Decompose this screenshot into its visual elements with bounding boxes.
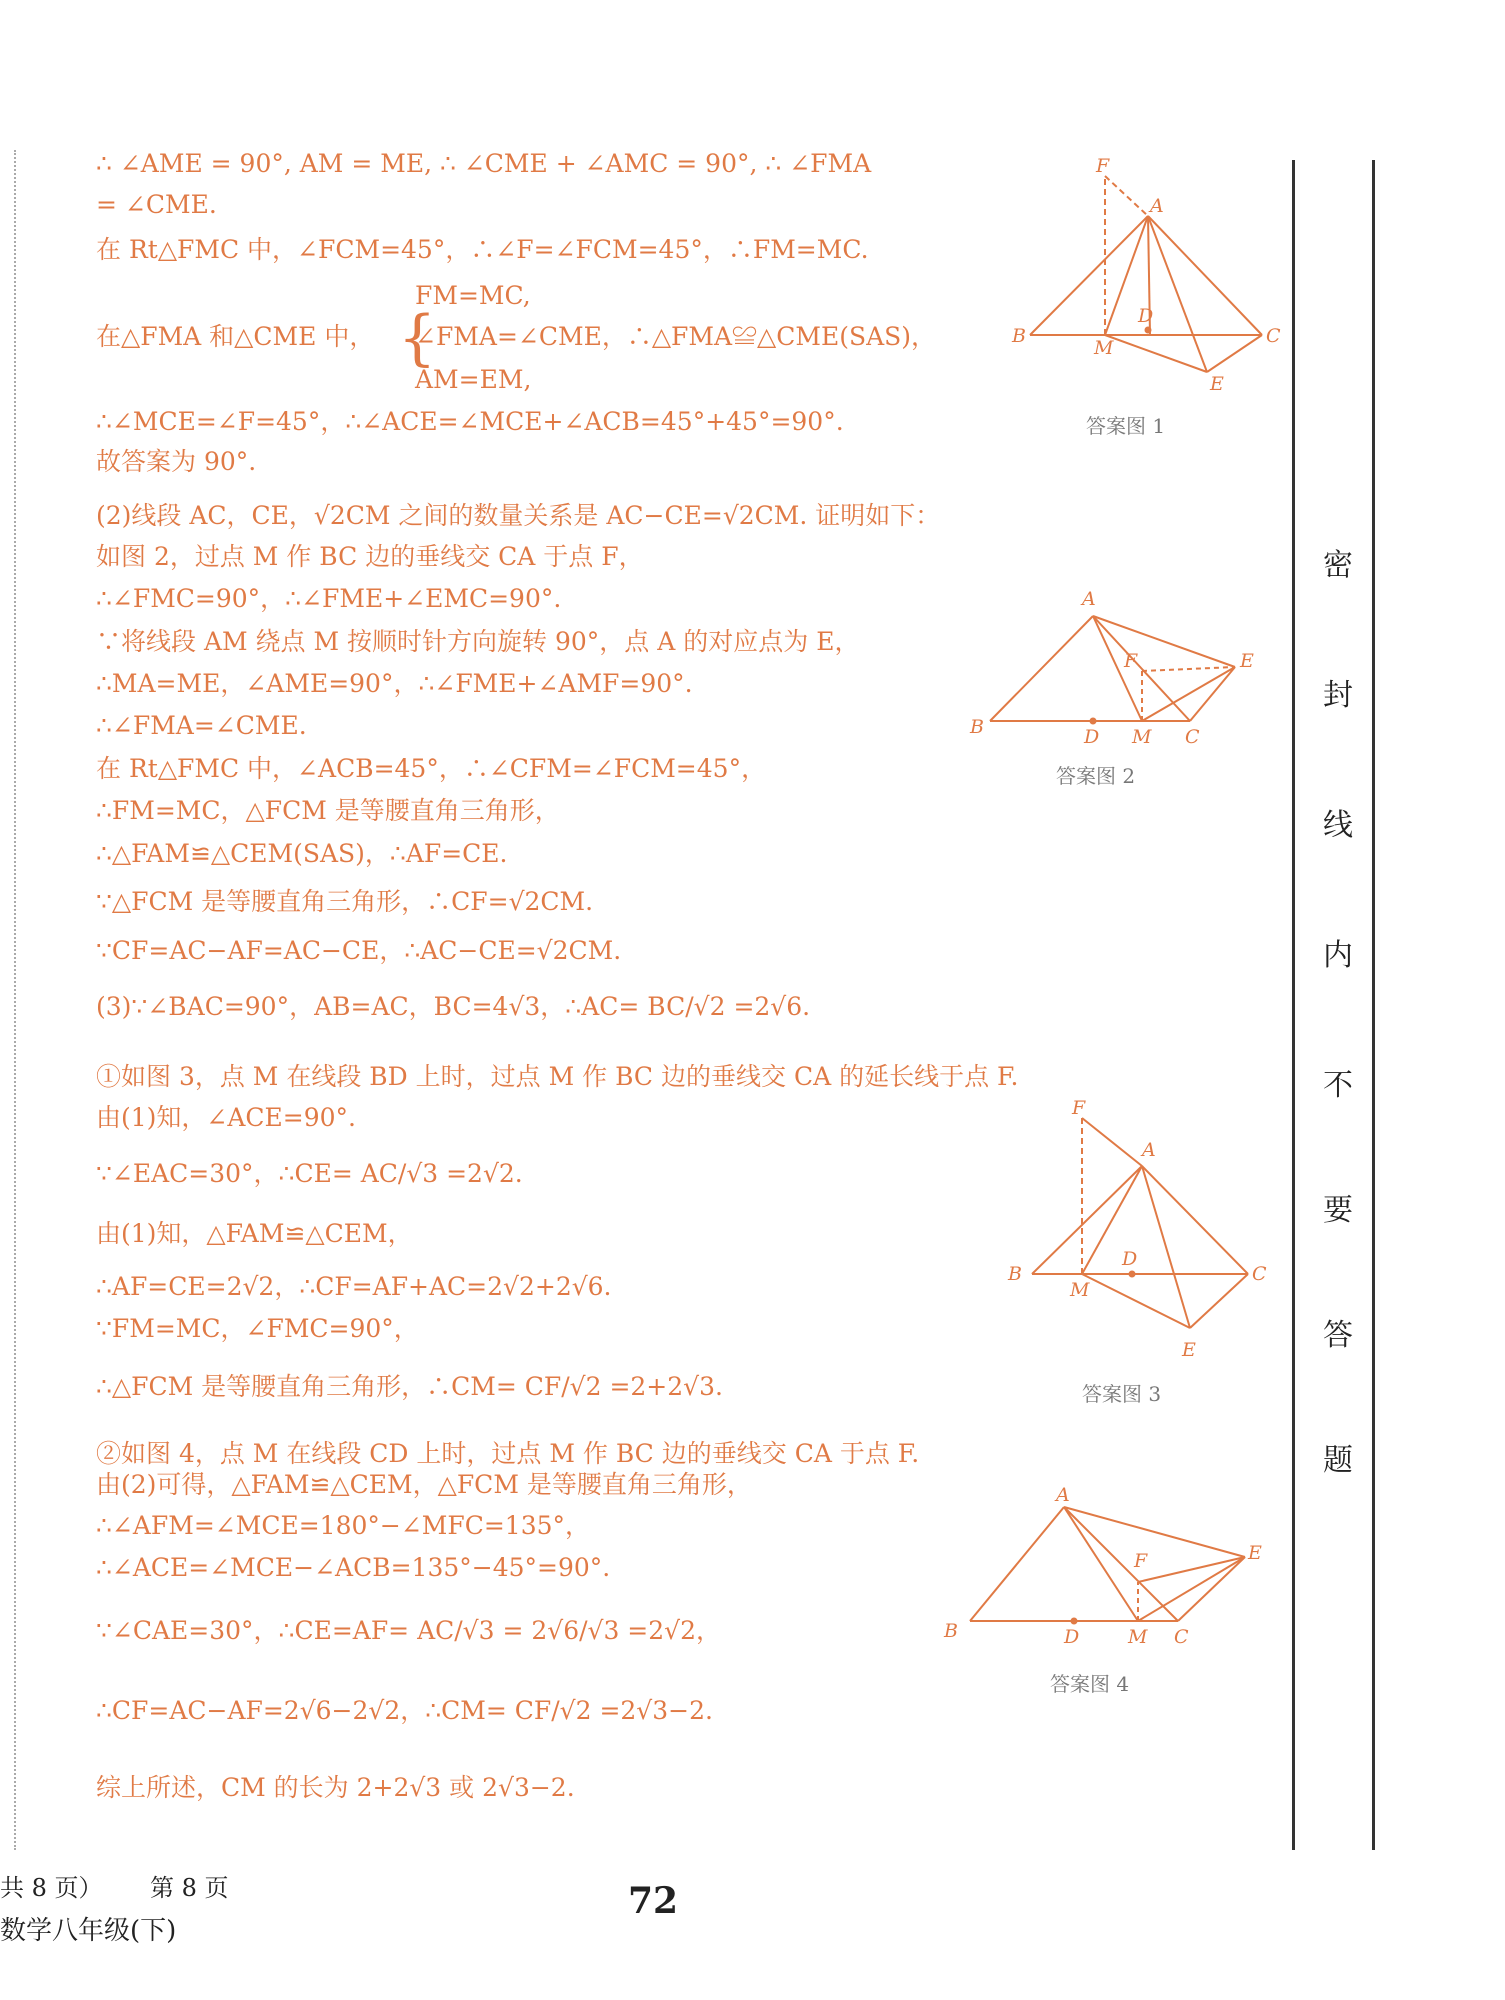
label-C: C [1252, 1263, 1267, 1285]
seal-char: 封 [1323, 678, 1353, 713]
label-E: E [1210, 373, 1224, 395]
label-E: E [1240, 650, 1254, 672]
solution-line: ∴CF=AC−AF=2√6−2√2，∴CM= CF/√2 =2√3−2. [96, 1696, 713, 1725]
label-C: C [1174, 1626, 1189, 1648]
label-F: F [1096, 155, 1110, 177]
solution-line: ∵将线段 AM 绕点 M 按顺时针方向旋转 90°，点 A 的对应点为 E， [96, 627, 860, 656]
seal-char: 题 [1323, 1443, 1353, 1478]
seal-char: 内 [1323, 938, 1353, 973]
solution-line: FM=MC, [415, 281, 531, 310]
solution-line: 由(2)可得，△FAM≌△CEM，△FCM 是等腰直角三角形， [96, 1470, 752, 1499]
label-B: B [1008, 1263, 1022, 1285]
label-A: A [1082, 588, 1096, 610]
solution-line: ∵∠EAC=30°，∴CE= AC/√3 =2√2. [96, 1159, 523, 1188]
label-D: D [1064, 1626, 1080, 1648]
solution-line: ∴△FCM 是等腰直角三角形，∴CM= CF/√2 =2+2√3. [96, 1372, 723, 1401]
solution-line: ∴△FAM≌△CEM(SAS)，∴AF=CE. [96, 839, 508, 868]
solution-line: 如图 2，过点 M 作 BC 边的垂线交 CA 于点 F， [96, 542, 644, 571]
label-F: F [1072, 1100, 1086, 1119]
solution-line: ①如图 3，点 M 在线段 BD 上时，过点 M 作 BC 边的垂线交 CA 的延长线于点 F. [96, 1062, 1019, 1091]
label-B: B [1012, 325, 1026, 347]
solution-line: ∴∠FMC=90°，∴∠FME+∠EMC=90°. [96, 584, 562, 613]
label-D: D [1084, 726, 1100, 748]
figure-caption: 答案图 2 [1056, 764, 1136, 788]
solution-line: (3)∵∠BAC=90°，AB=AC，BC=4√3，∴AC= BC/√2 =2√6. [96, 992, 811, 1021]
answer-figure-1 [1010, 150, 1290, 400]
solution-line: = ∠CME. [96, 190, 217, 219]
solution-line: ∴∠AFM=∠MCE=180°−∠MFC=135°， [96, 1511, 591, 1540]
answer-figure-4 [940, 1475, 1270, 1660]
seal-rule-right [1372, 160, 1375, 1850]
label-M: M [1070, 1279, 1090, 1301]
page-label: 第 8 页 [150, 1874, 229, 1902]
solution-line: 在 Rt△FMC 中，∠FCM=45°，∴∠F=∠FCM=45°，∴FM=MC. [96, 235, 869, 264]
solution-line: ∴MA=ME，∠AME=90°，∴∠FME+∠AMF=90°. [96, 669, 693, 698]
solution-line: ∴∠ACE=∠MCE−∠ACB=135°−45°=90°. [96, 1553, 611, 1582]
label-D: D [1138, 305, 1154, 327]
seal-char: 答 [1323, 1318, 1353, 1353]
figure-caption: 答案图 1 [1086, 414, 1166, 438]
answer-figure-2 [960, 585, 1280, 755]
solution-line: 由(1)知，△FAM≌△CEM， [96, 1219, 413, 1248]
answer-figure-3 [1000, 1100, 1290, 1370]
label-A: A [1056, 1484, 1070, 1506]
page-range: 共 8 页） [0, 1874, 103, 1902]
solution-line: 在 Rt△FMC 中，∠ACB=45°，∴∠CFM=∠FCM=45°， [96, 754, 767, 783]
solution-line: 在△FMA 和△CME 中， [96, 322, 375, 351]
label-M: M [1094, 337, 1114, 359]
label-D: D [1122, 1248, 1138, 1270]
label-E: E [1182, 1339, 1196, 1361]
solution-line: ②如图 4，点 M 在线段 CD 上时，过点 M 作 BC 边的垂线交 CA 于点 F. [96, 1439, 920, 1468]
figure-caption: 答案图 4 [1050, 1672, 1130, 1696]
solution-line: 故答案为 90°. [96, 447, 257, 476]
label-B: B [944, 1620, 958, 1642]
solution-line: ∴AF=CE=2√2，∴CF=AF+AC=2√2+2√6. [96, 1272, 612, 1301]
solution-line: AM=EM, [415, 365, 532, 394]
label-E: E [1248, 1542, 1262, 1564]
solution-line: ∵CF=AC−AF=AC−CE，∴AC−CE=√2CM. [96, 936, 622, 965]
label-M: M [1128, 1626, 1148, 1648]
label-C: C [1266, 325, 1281, 347]
label-C: C [1185, 726, 1200, 748]
solution-line: (2)线段 AC，CE，√2CM 之间的数量关系是 AC−CE=√2CM. 证明如下： [96, 501, 941, 530]
label-A: A [1142, 1139, 1156, 1161]
page-number: 72 [628, 1880, 679, 1922]
solution-line: 由(1)知，∠ACE=90°. [96, 1103, 356, 1132]
solution-line: ∴ ∠AME = 90°, AM = ME, ∴ ∠CME + ∠AMC = 90°, ∴ ∠FMA [96, 149, 872, 178]
solution-line: ∵∠CAE=30°，∴CE=AF= AC/√3 = 2√6/√3 =2√2， [96, 1616, 721, 1645]
figure-caption: 答案图 3 [1082, 1382, 1162, 1406]
seal-char: 不 [1323, 1068, 1353, 1103]
solution-line: ∴FM=MC，△FCM 是等腰直角三角形， [96, 796, 560, 825]
solution-line: ∴∠MCE=∠F=45°，∴∠ACE=∠MCE+∠ACB=45°+45°=90°. [96, 407, 844, 436]
solution-line: 综上所述，CM 的长为 2+2√3 或 2√3−2. [96, 1773, 575, 1802]
solution-line: ∠FMA=∠CME，∴△FMA≌△CME(SAS)， [415, 322, 937, 351]
solution-line: ∴∠FMA=∠CME. [96, 711, 307, 740]
label-F: F [1124, 650, 1138, 672]
seal-char: 密 [1323, 548, 1353, 583]
seal-rule-left [1292, 160, 1295, 1850]
label-B: B [970, 716, 984, 738]
subject-label: 数学八年级(下) [0, 1916, 177, 1946]
solution-line: ∵FM=MC，∠FMC=90°， [96, 1314, 419, 1343]
seal-char: 线 [1323, 808, 1353, 843]
solution-line: ∵△FCM 是等腰直角三角形，∴CF=√2CM. [96, 887, 594, 916]
label-A: A [1150, 195, 1164, 217]
seal-char: 要 [1323, 1193, 1353, 1228]
label-M: M [1132, 726, 1152, 748]
label-F: F [1134, 1550, 1148, 1572]
system-brace: { [398, 303, 437, 373]
